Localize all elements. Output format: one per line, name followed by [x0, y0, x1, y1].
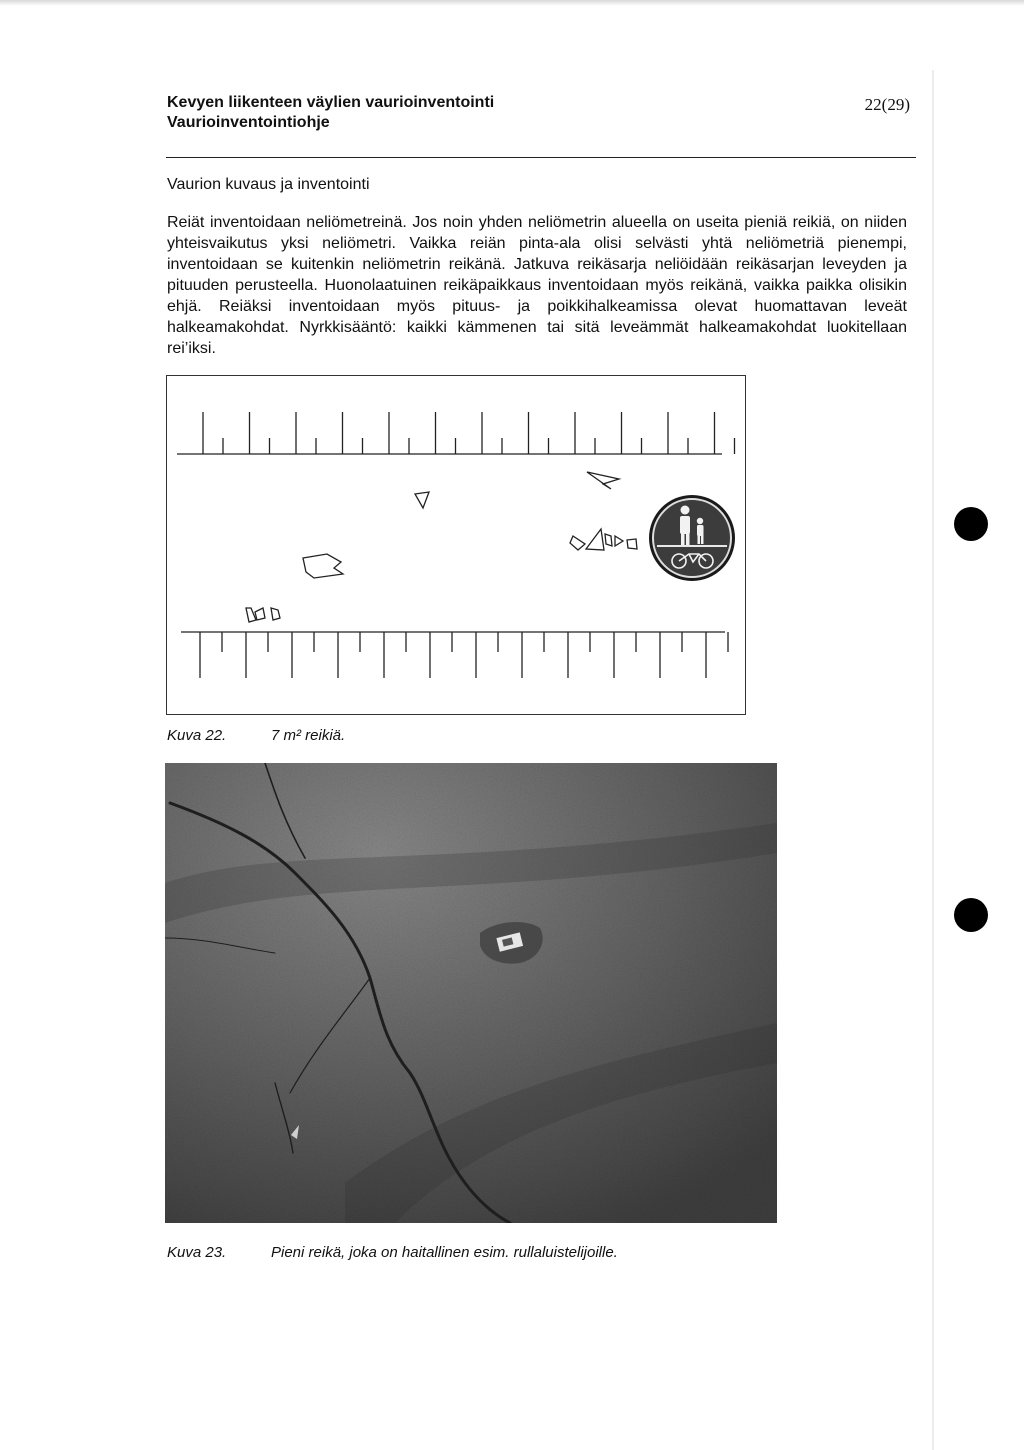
figure-22-number: Kuva 22. — [167, 727, 227, 744]
path-schematic — [167, 376, 747, 716]
bottom-edge-posts — [200, 632, 728, 678]
hole-shape — [627, 539, 637, 549]
header-divider — [166, 157, 916, 158]
hole-shape — [570, 536, 585, 550]
top-edge-posts — [203, 412, 735, 454]
figure-23-caption — [167, 1244, 618, 1261]
hole-shape — [271, 608, 280, 620]
section-heading: Vaurion kuvaus ja inventointi — [167, 176, 370, 193]
body-paragraph: Reiät inventoidaan neliömetreinä. Jos noin yhden neliömetrin alueella on useita pieniä reikiä, on niiden yhteisvaikutus yksi neliömetri. Vaikka reiän pinta-ala olisi selvästi yhtä neliömetriä pienempi, inventoidaan se kuitenkin neliömetrin reikänä. Jatkuva reikäsarja neliöidään reikäsarjan leveyden ja pituuden perusteella. Huonolaatuinen reikäpaikkaus inventoidaan myös reikänä, vaikka paikka olisikin ehjä. Reiäksi inventoidaan myös pituus- ja poikkihalkeamissa olevat huomattavan leveät halkeamakohdat. Nyrkkisääntö: kaikki kämmenen tai sitä leveämmät halkeamakohdat luokitellaan rei’iksi. — [167, 214, 907, 357]
figure-22-diagram — [166, 375, 746, 715]
hole-shape — [586, 529, 604, 550]
hole-shape — [246, 608, 256, 622]
hole-shape — [615, 536, 623, 546]
page-top-edge — [0, 0, 1024, 6]
document-subtitle: Vaurioinventointiohje — [167, 114, 330, 131]
figure-23-caption-text: Pieni reikä, joka on haitallinen esim. rullaluistelijoille. — [271, 1244, 618, 1261]
asphalt-pothole-photo — [165, 763, 777, 1223]
figure-22-caption — [167, 727, 346, 744]
page-number: 22(29) — [864, 95, 910, 114]
hole-shape — [255, 608, 265, 620]
document-title: Kevyen liikenteen väylien vaurioinventointi — [167, 94, 495, 111]
hole-shape — [605, 534, 612, 546]
pedestrian-bicycle-sign-icon — [649, 495, 735, 581]
figure-22-caption-text: 7 m² reikiä. — [271, 727, 346, 744]
hole-shape — [303, 554, 343, 578]
page-right-edge — [932, 70, 934, 1450]
figure-23-number: Kuva 23. — [167, 1244, 227, 1261]
punch-hole — [954, 898, 988, 932]
document-header — [167, 93, 494, 133]
figure-23-photo — [165, 763, 777, 1223]
hole-shape — [415, 492, 429, 508]
punch-hole — [954, 507, 988, 541]
hole-shape — [587, 472, 619, 489]
